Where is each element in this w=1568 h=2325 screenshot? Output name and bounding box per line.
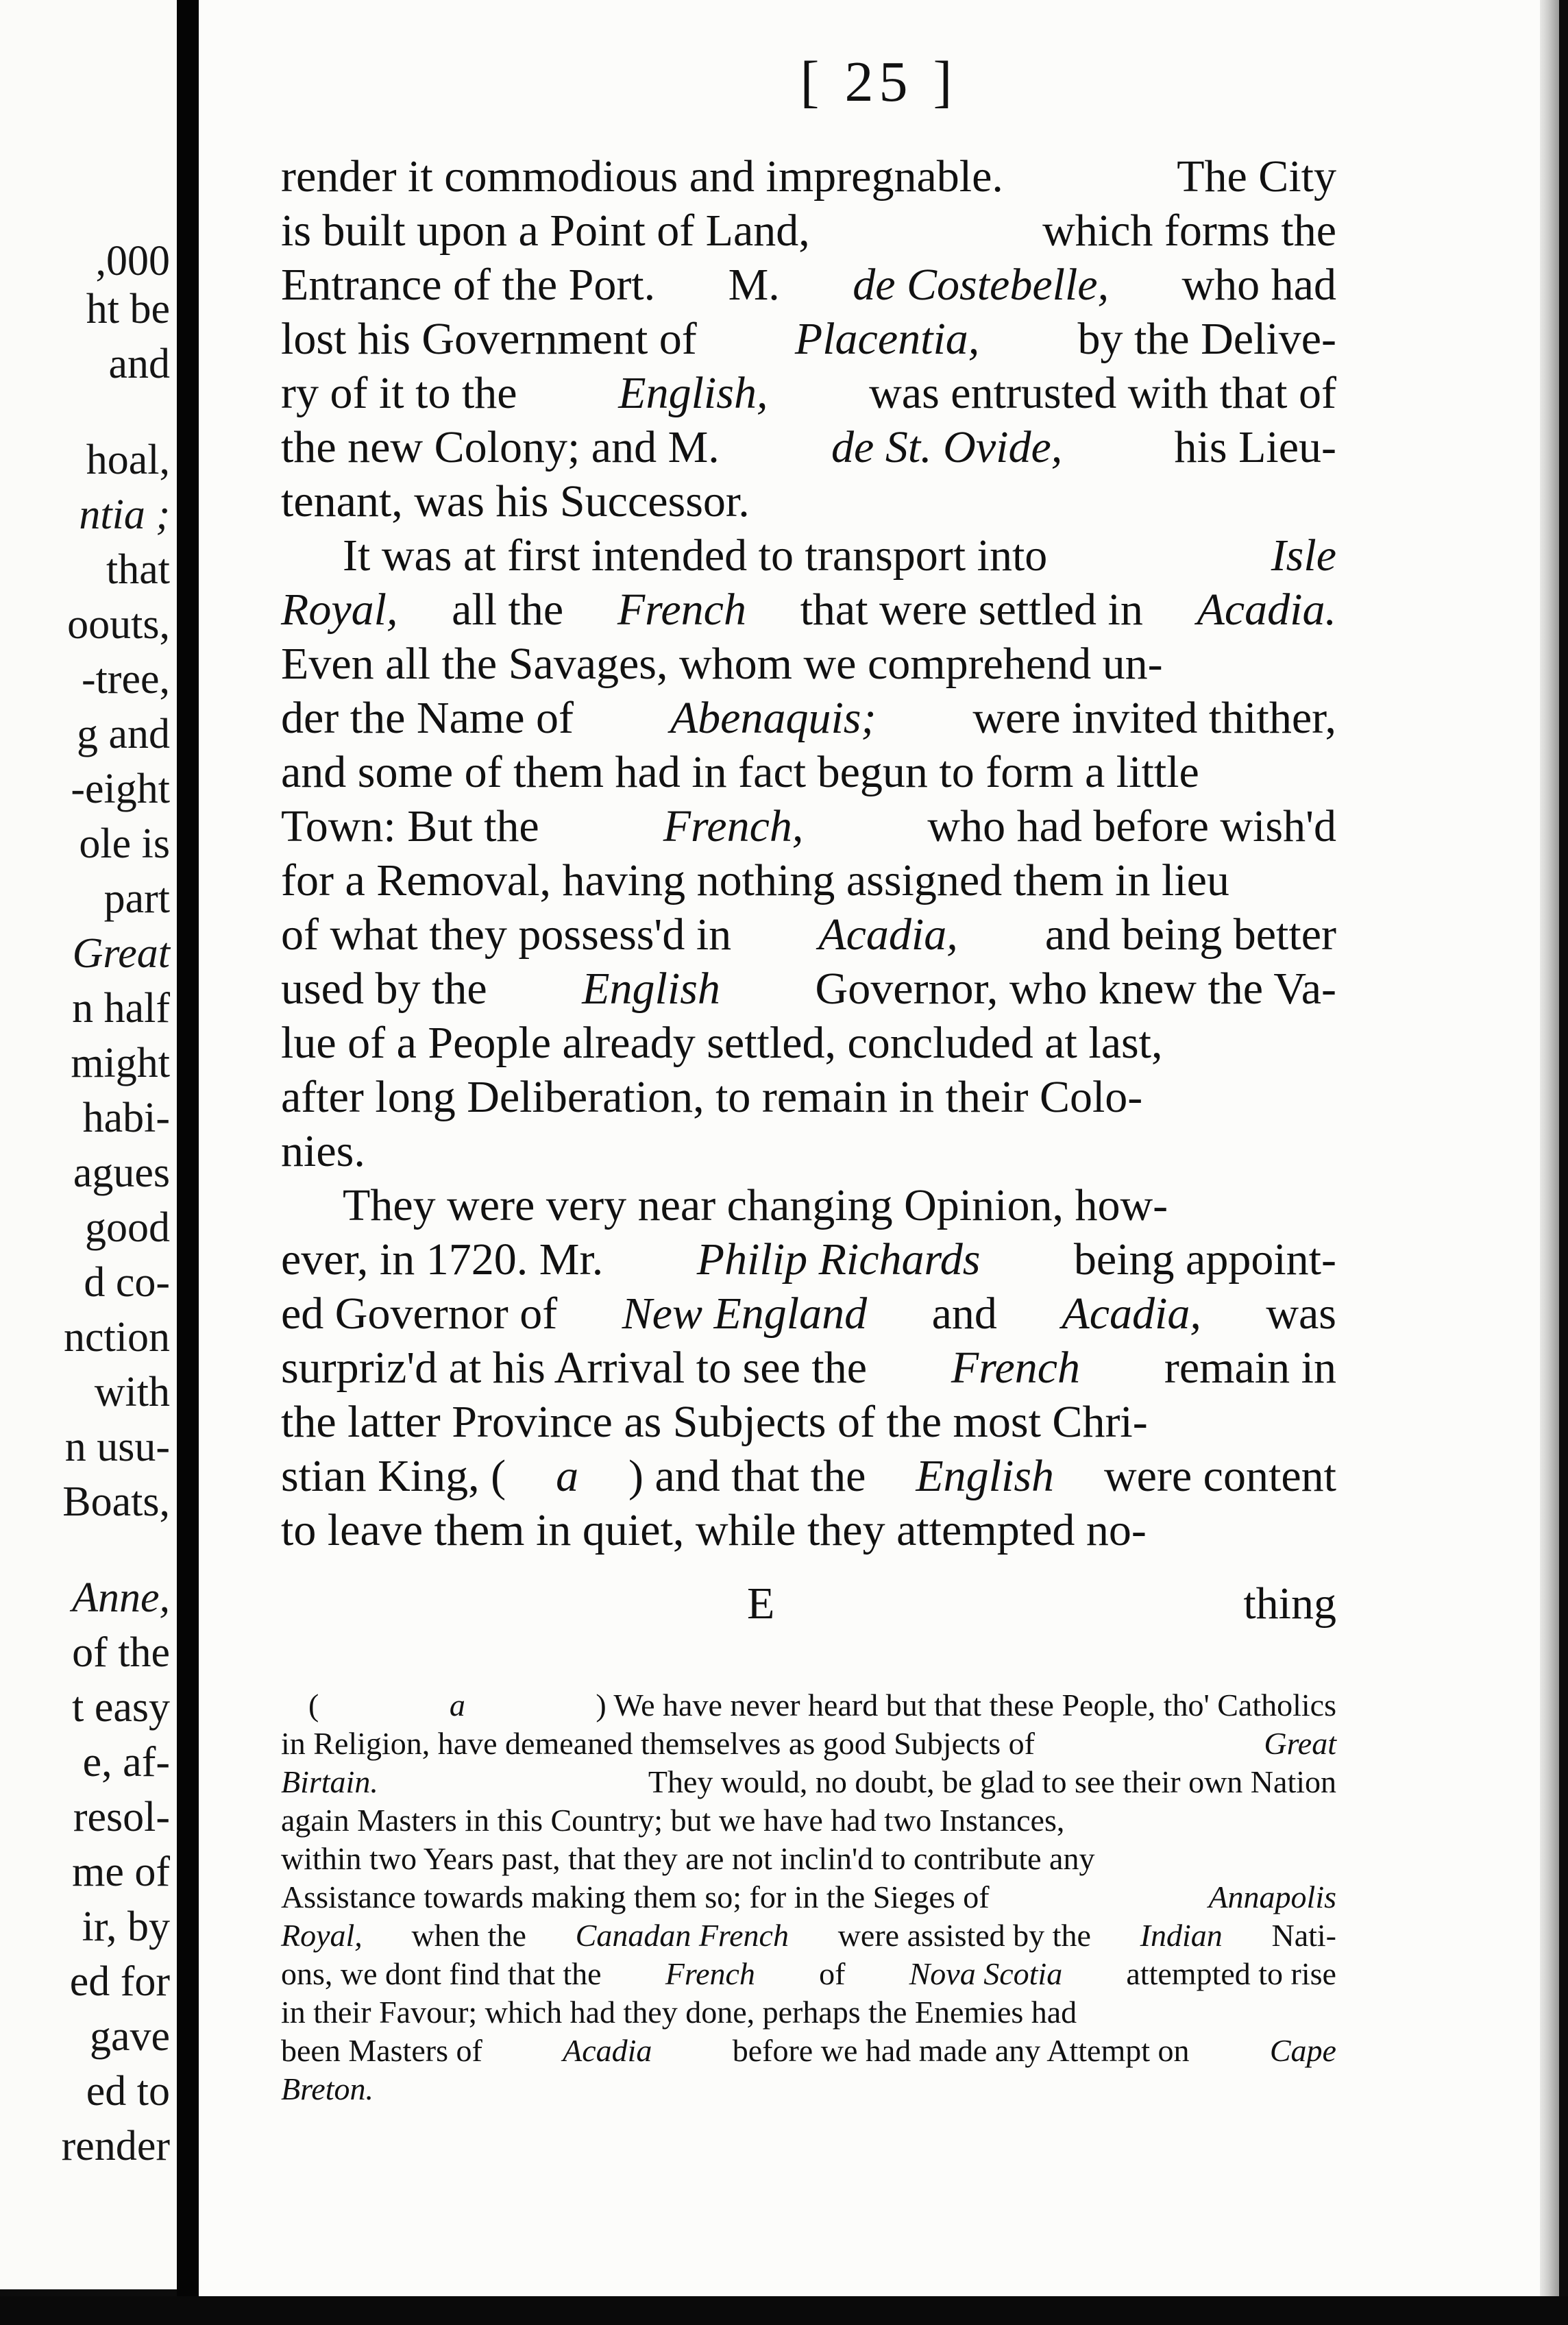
italic-text: Acadia.: [1197, 585, 1336, 635]
text-line: [281, 1070, 1336, 1124]
text-segment: before we had made any Attempt on: [732, 2033, 1190, 2068]
signature-mark: E: [747, 1579, 775, 1629]
italic-text: Royal,: [281, 585, 398, 635]
text-line: [281, 366, 1336, 420]
text-segment: The City: [1177, 151, 1336, 202]
text-line: [281, 583, 1336, 637]
text-segment: which forms the: [1042, 206, 1336, 256]
text-segment: for a Removal, having nothing assigned them in lieu: [281, 855, 1229, 905]
italic-text: Annapolis: [1208, 1879, 1336, 1914]
text-segment: render it commodious and impregnable.: [281, 151, 1003, 202]
text-segment: der the Name of: [281, 693, 574, 743]
page-number-header: [ 25 ]: [800, 50, 958, 114]
italic-text: English,: [618, 368, 768, 418]
text-segment: and: [931, 1289, 997, 1339]
body-text: [281, 149, 1336, 1557]
italic-text: Canadan French: [575, 1918, 789, 1953]
text-line: [281, 853, 1336, 908]
footnote-line: [281, 1686, 1336, 1725]
text-segment: the latter Province as Subjects of the most Chri-: [281, 1397, 1148, 1447]
text-line: [281, 637, 1336, 691]
text-segment: Even all the Savages, whom we comprehend un-: [281, 639, 1163, 689]
text-segment: was: [1266, 1289, 1336, 1339]
text-segment: lost his Government of: [281, 314, 697, 364]
facing-page-text: gave: [89, 2013, 170, 2060]
text-segment: were assisted by the: [837, 1918, 1091, 1953]
text-segment: again Masters in this Country; but we have had two Instances,: [281, 1803, 1065, 1838]
text-segment: ry of it to the: [281, 368, 517, 418]
text-segment: Governor, who knew the Va-: [815, 964, 1336, 1014]
facing-page-text: render: [61, 2123, 170, 2169]
facing-page-text: -eight: [71, 766, 170, 812]
text-segment: Nati-: [1271, 1918, 1336, 1953]
text-segment: being appoint-: [1073, 1234, 1336, 1285]
text-segment: Assistance towards making them so; for in the Sieges of: [281, 1879, 990, 1914]
facing-page-text: Anne,: [72, 1574, 170, 1621]
text-segment: (: [308, 1688, 319, 1723]
text-line: [281, 1449, 1336, 1503]
footnote-line: [281, 1763, 1336, 1801]
facing-page-text: might: [71, 1040, 170, 1086]
text-segment: lue of a People already settled, concluded at last,: [281, 1018, 1163, 1068]
footnote-line: [281, 1840, 1336, 1878]
text-segment: ever, in 1720. Mr.: [281, 1234, 604, 1285]
text-segment: that were settled in: [800, 585, 1143, 635]
footnote-line: [281, 2070, 1336, 2108]
text-line: [281, 420, 1336, 474]
text-segment: been Masters of: [281, 2033, 482, 2068]
book-gutter: [177, 0, 199, 2325]
text-segment: tenant, was his Successor.: [281, 476, 750, 526]
facing-page-text: n half: [72, 985, 170, 1032]
facing-page-text: part: [103, 875, 170, 922]
text-segment: attempted to rise: [1126, 1956, 1336, 1991]
scan-border: [0, 2296, 1568, 2325]
text-segment: in their Favour; which had they done, perhaps the Enemies had: [281, 1995, 1077, 2030]
text-segment: and some of them had in fact begun to form a little: [281, 747, 1199, 797]
italic-text: French,: [663, 801, 804, 851]
text-segment: remain in: [1164, 1343, 1336, 1393]
italic-text: French: [665, 1956, 755, 1991]
italic-text: English: [582, 964, 720, 1014]
catchword: thing: [1243, 1579, 1336, 1629]
italic-text: Acadia,: [1062, 1289, 1201, 1339]
text-line: [281, 1232, 1336, 1287]
facing-page-text: resol-: [73, 1794, 170, 1840]
text-segment: by the Delive-: [1077, 314, 1336, 364]
text-segment: ) and that the: [628, 1451, 866, 1501]
text-segment: is built upon a Point of Land,: [281, 206, 810, 256]
facing-page-text: ht be: [86, 286, 170, 332]
facing-page-text: with: [94, 1369, 170, 1415]
facing-page-text: habi-: [82, 1095, 170, 1141]
facing-page-text: me of: [72, 1849, 170, 1895]
italic-text: Isle: [1271, 531, 1336, 581]
footnote-line: [281, 1725, 1336, 1763]
facing-page-text: ntia ;: [79, 491, 170, 538]
italic-text: Royal,: [281, 1918, 363, 1953]
text-segment: were content: [1103, 1451, 1336, 1501]
text-line: [281, 799, 1336, 853]
text-segment: nies.: [281, 1126, 365, 1176]
text-segment: his Lieu-: [1174, 422, 1336, 472]
text-line: [281, 1178, 1336, 1232]
facing-page-text: ole is: [79, 820, 170, 867]
italic-text: French: [951, 1343, 1081, 1393]
italic-text: de St. Ovide,: [831, 422, 1063, 472]
facing-page-text: agues: [73, 1149, 170, 1196]
text-segment: Town: But the: [281, 801, 539, 851]
italic-text: Cape: [1269, 2033, 1336, 2068]
footnote-line: [281, 1801, 1336, 1840]
text-segment: ed Governor of: [281, 1289, 558, 1339]
text-segment: used by the: [281, 964, 487, 1014]
text-segment: ons, we dont find that the: [281, 1956, 602, 1991]
facing-page-text: d co-: [84, 1259, 170, 1306]
text-line: [281, 312, 1336, 366]
page-footer-row: [281, 1577, 1336, 1631]
text-segment: all the: [452, 585, 564, 635]
italic-text: Placentia,: [794, 314, 980, 364]
text-line: [281, 1341, 1336, 1395]
facing-page-text: that: [106, 546, 170, 593]
italic-text: Indian: [1140, 1918, 1223, 1953]
text-segment: were invited thither,: [972, 693, 1336, 743]
facing-page-text: and: [108, 341, 170, 387]
italic-text: Birtain.: [281, 1764, 378, 1799]
facing-page-text: ir, by: [82, 1903, 170, 1950]
facing-page-text: Great: [72, 930, 170, 977]
text-line: [281, 474, 1336, 528]
text-segment: Entrance of the Port.: [281, 260, 656, 310]
text-line: [281, 1287, 1336, 1341]
italic-text: de Costebelle,: [853, 260, 1110, 310]
text-segment: of: [819, 1956, 846, 1991]
facing-page-text: ed for: [69, 1958, 170, 2005]
text-segment: was entrusted with that of: [869, 368, 1336, 418]
text-segment: when the: [411, 1918, 526, 1953]
text-segment: It was at first intended to transport into: [343, 531, 1048, 581]
text-segment: ) We have never heard but that these People, tho' Catholics: [596, 1688, 1336, 1723]
text-line: [281, 745, 1336, 799]
text-segment: They would, no doubt, be glad to see their own Nation: [648, 1764, 1336, 1799]
text-segment: in Religion, have demeaned themselves as good Subjects of: [281, 1726, 1035, 1761]
footnote-line: [281, 1955, 1336, 1993]
text-line: [281, 962, 1336, 1016]
text-line: [281, 691, 1336, 745]
text-line: [281, 1503, 1336, 1557]
text-line: [281, 1016, 1336, 1070]
facing-page-text: t easy: [72, 1684, 170, 1731]
italic-text: New England: [622, 1289, 868, 1339]
footnote-line: [281, 1878, 1336, 1916]
italic-text: Great: [1264, 1726, 1336, 1761]
facing-page-text: g and: [76, 711, 170, 757]
facing-page-text: nction: [64, 1314, 170, 1361]
footnote-line: [281, 2032, 1336, 2070]
italic-text: Nova Scotia: [909, 1956, 1063, 1991]
italic-text: Acadia,: [818, 910, 958, 960]
footnote-line: [281, 1916, 1336, 1955]
text-segment: They were very near changing Opinion, how-: [343, 1180, 1168, 1230]
facing-page-text: ,000: [95, 238, 170, 284]
text-line: [281, 1395, 1336, 1449]
facing-page-text: of the: [72, 1629, 170, 1676]
facing-page-text: Boats,: [62, 1478, 170, 1525]
text-line: [281, 258, 1336, 312]
facing-page-text: good: [85, 1204, 170, 1251]
facing-page-fragment: [0, 0, 177, 2289]
italic-text: French: [617, 585, 746, 635]
text-line: [281, 204, 1336, 258]
text-line: [281, 149, 1336, 204]
text-segment: of what they possess'd in: [281, 910, 732, 960]
page-edge-shadow: [1540, 0, 1559, 2296]
book-page: [199, 0, 1559, 2296]
text-segment: M.: [728, 260, 780, 310]
text-segment: surpriz'd at his Arrival to see the: [281, 1343, 868, 1393]
italic-text: Philip Richards: [696, 1234, 981, 1285]
italic-text: a: [449, 1688, 465, 1723]
italic-text: Abenaquis;: [670, 693, 877, 743]
text-segment: within two Years past, that they are not inclin'd to contribute any: [281, 1841, 1095, 1876]
italic-text: a: [556, 1451, 579, 1501]
text-segment: the new Colony; and M.: [281, 422, 720, 472]
text-line: [281, 1124, 1336, 1178]
text-segment: after long Deliberation, to remain in their Colo-: [281, 1072, 1143, 1122]
text-segment: stian King, (: [281, 1451, 506, 1501]
text-segment: who had before wish'd: [927, 801, 1336, 851]
facing-page-text: n usu-: [64, 1424, 170, 1470]
facing-page-text: e, af-: [82, 1739, 170, 1786]
italic-text: Acadia: [563, 2033, 652, 2068]
footnote: [281, 1686, 1336, 2108]
text-segment: to leave them in quiet, while they attempted no-: [281, 1505, 1147, 1555]
footnote-line: [281, 1993, 1336, 2032]
text-segment: who had: [1181, 260, 1336, 310]
facing-page-text: ed to: [86, 2068, 170, 2115]
text-line: [281, 908, 1336, 962]
italic-text: Breton.: [281, 2071, 373, 2106]
text-line: [281, 528, 1336, 583]
facing-page-text: -tree,: [81, 656, 170, 703]
facing-page-text: hoal,: [86, 437, 170, 483]
text-segment: and being better: [1044, 910, 1336, 960]
italic-text: English: [916, 1451, 1055, 1501]
facing-page-text: oouts,: [67, 601, 170, 648]
